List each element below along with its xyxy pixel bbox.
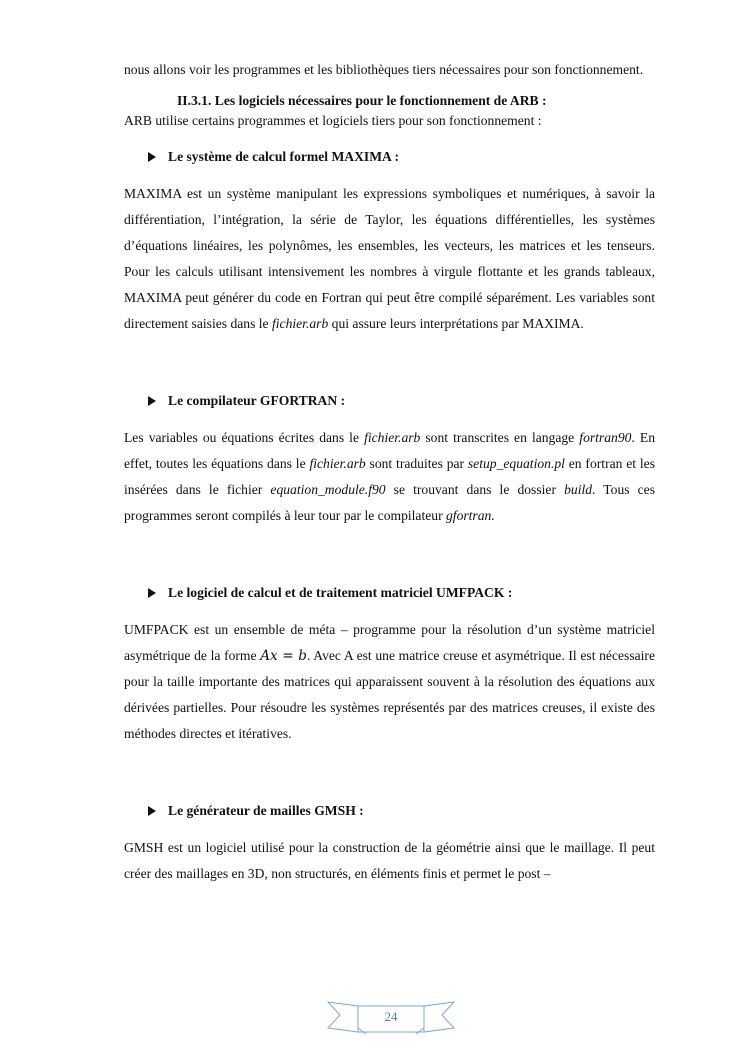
umfpack-paragraph xyxy=(124,617,655,747)
maxima-paragraph xyxy=(124,181,655,337)
section-title: Les logiciels nécessaires pour le fonctionnement de ARB : xyxy=(214,93,547,108)
page-number: 24 xyxy=(384,1009,398,1024)
gfortran-italic-6: build xyxy=(564,482,593,497)
gfortran-text-7: . Tous ces programmes seront compilés à leur tour par le compilateur xyxy=(124,482,656,523)
bullet-umfpack xyxy=(148,583,655,603)
gfortran-paragraph xyxy=(124,425,655,529)
maxima-text-1: MAXIMA est un système manipulant les expressions symboliques et numériques, à savoir la différentiation, l’intégration, la série de Taylor, les équations différentielles, les systèmes d’équations linéaires, les polynômes, les ensembles, les vecteurs, les matrices et les tenseurs. Pour les calculs utilisant intensivement les nombres à virgule flottante et les grands tableaux, MAXIMA peut générer du code en Fortran qui peut être compilé séparément. Les variables sont directement saisies dans le xyxy=(124,186,655,331)
section-number: II.3.1. xyxy=(177,93,212,108)
bullet-gmsh xyxy=(148,801,655,821)
maxima-file-name: fichier.arb xyxy=(271,316,329,331)
arrow-bullet-icon xyxy=(148,588,156,598)
arrow-bullet-icon xyxy=(148,396,156,406)
gmsh-heading: Le générateur de mailles GMSH : xyxy=(168,803,364,818)
gfortran-italic-7: gfortran. xyxy=(446,508,495,523)
gfortran-text-3: . En effet, toutes les équations dans le xyxy=(124,430,655,471)
section-heading xyxy=(177,91,655,111)
gfortran-italic-5: equation_module.f90 xyxy=(270,482,386,497)
maxima-heading: Le système de calcul formel MAXIMA : xyxy=(168,149,400,164)
umfpack-equation: Ax = b xyxy=(260,648,307,664)
gfortran-text-5: en fortran et les insérées dans le fichier xyxy=(124,456,655,497)
gfortran-heading: Le compilateur GFORTRAN : xyxy=(168,393,346,408)
page-footer xyxy=(326,998,456,1036)
gfortran-italic-3: fichier.arb xyxy=(309,456,366,471)
gfortran-italic-2: fortran90 xyxy=(579,430,632,445)
arrow-bullet-icon xyxy=(148,806,156,816)
umfpack-heading: Le logiciel de calcul et de traitement matriciel UMFPACK : xyxy=(168,585,513,600)
umfpack-text-2: . Avec A est une matrice creuse et asymétrique. Il est nécessaire pour la taille importante des matrices qui apparaissent souvent à la résolution des équations aux dérivées partielles. Pour résoudre les systèmes représentés par des matrices creuses, il existe des méthodes directes et itératives. xyxy=(124,648,655,741)
gfortran-text-1: Les variables ou équations écrites dans le xyxy=(124,430,365,445)
gfortran-text-6: se trouvant dans le dossier xyxy=(385,482,565,497)
gfortran-text-4: sont traduites par xyxy=(365,456,468,471)
gfortran-text-2: sont transcrites en langage xyxy=(420,430,580,445)
document-page xyxy=(124,57,655,887)
gfortran-italic-1: fichier.arb xyxy=(364,430,421,445)
bullet-maxima xyxy=(148,147,655,167)
maxima-text-2: qui assure leurs interprétations par MAXIMA. xyxy=(328,316,584,331)
section-intro-paragraph: ARB utilise certains programmes et logiciels tiers pour son fonctionnement : xyxy=(124,113,542,128)
arrow-bullet-icon xyxy=(148,152,156,162)
umfpack-text-1: UMFPACK est un ensemble de méta – programme pour la résolution d’un système matriciel asymétrique de la forme xyxy=(124,622,655,663)
gmsh-paragraph: GMSH est un logiciel utilisé pour la construction de la géométrie ainsi que le maillage. Il peut créer des maillages en 3D, non structurés, en éléments finis et permet le post – xyxy=(124,840,655,881)
intro-paragraph: nous allons voir les programmes et les bibliothèques tiers nécessaires pour son fonctionnement. xyxy=(124,62,644,77)
gfortran-italic-4: setup_equation.pl xyxy=(467,456,565,471)
bullet-gfortran xyxy=(148,391,655,411)
